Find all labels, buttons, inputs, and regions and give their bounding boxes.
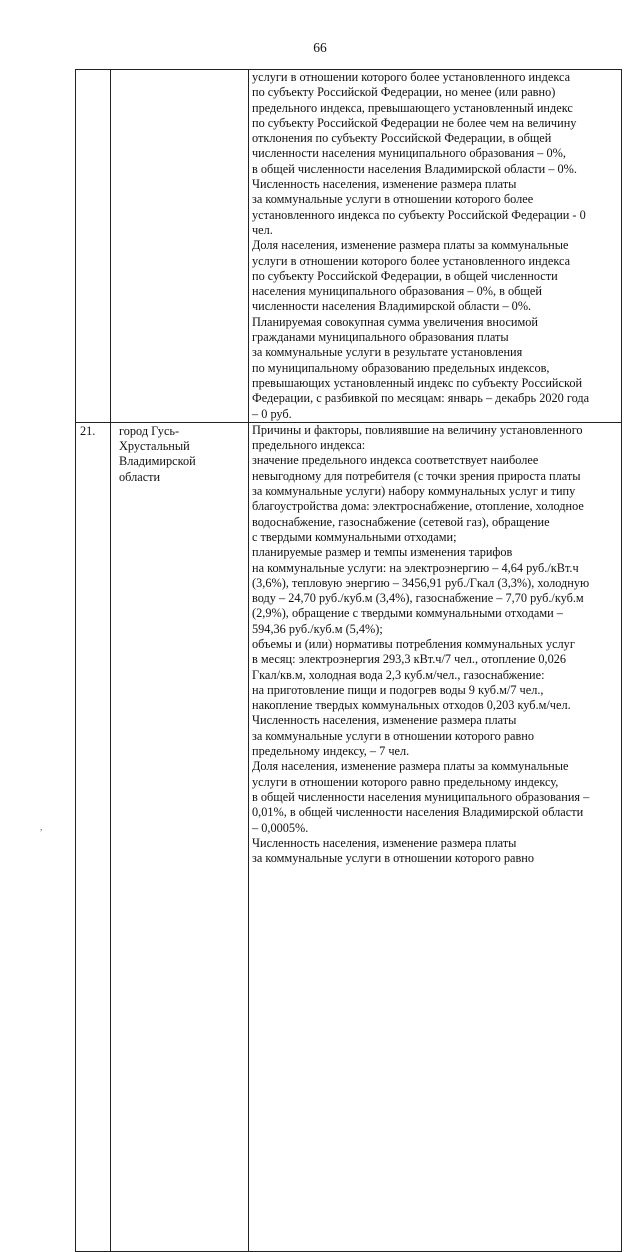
text-line: благоустройства дома: электроснабжение, отопление, холодное [252, 499, 584, 514]
text-line: 0,01%, в общей численности населения Владимирской области [252, 805, 584, 820]
text-line: по субъекту Российской Федерации, но менее (или равно) [252, 85, 556, 100]
text-line: в общей численности населения муниципального образования – [252, 789, 590, 804]
text-line: превышающих установленный индекс по субъекту Российской [252, 375, 583, 390]
text-line: за коммунальные услуги в результате установления [252, 345, 523, 360]
text-line: гражданами муниципального образования платы [252, 330, 509, 345]
text-line: в месяц: электроэнергия 293,3 кВт.ч/7 чел., отопление 0,026 [252, 652, 567, 667]
text-line: численности населения Владимирской области – 0%. [252, 299, 532, 314]
text-line: накопление твердых коммунальных отходов 0,203 куб.м/чел. [252, 698, 571, 713]
row-number-cell: 21. [76, 422, 111, 1251]
table-row [76, 70, 622, 423]
text-line: 594,36 руб./куб.м (5,4%); [252, 621, 383, 636]
text-line: Численность населения, изменение размера платы [252, 713, 517, 728]
text-line: Доля населения, изменение размера платы за коммунальные [252, 238, 569, 253]
text-line: Планируемая совокупная сумма увеличения вносимой [252, 314, 539, 329]
text-line: предельного индекса: [252, 438, 366, 453]
text-line: водоснабжение, газоснабжение (сетевой газ), обращение [252, 514, 550, 529]
table-body [76, 70, 622, 1252]
text-line: чел. [252, 222, 273, 237]
text-line: услуги в отношении которого равно предельному индексу, [252, 774, 559, 789]
text-line: в общей численности населения Владимирской области – 0%. [252, 161, 578, 176]
page-number: 66 [313, 40, 327, 55]
text-line: воду – 24,70 руб./куб.м (3,4%), газоснабжение – 7,70 руб./куб.м [252, 591, 584, 606]
text-line: услуги в отношении которого более установленного индекса [252, 253, 571, 268]
text-line: (2,9%), обращение с твердыми коммунальными отходами – [252, 606, 563, 621]
text-line: по муниципальному образованию предельных индексов, [252, 360, 550, 375]
text-line: по субъекту Российской Федерации не более чем на величину [252, 115, 577, 130]
region-line: области [119, 469, 161, 484]
text-line: – 0,0005%. [252, 820, 309, 835]
table-row [76, 422, 622, 1251]
text-line: значение предельного индекса соответствует наиболее [252, 453, 539, 468]
text-line: населения муниципального образования – 0%, в общей [252, 284, 542, 299]
text-line: за коммунальные услуги в отношении которого равно [252, 851, 535, 866]
text-line: численности населения муниципального образования – 0%, [252, 146, 566, 161]
scan-artifact: , [40, 822, 43, 832]
text-line: Численность населения, изменение размера платы [252, 835, 517, 850]
text-line: на приготовление пищи и подогрев воды 9 куб.м/7 чел., [252, 682, 544, 697]
region-cell [111, 70, 249, 423]
region-cell [111, 422, 249, 1251]
text-line: за коммунальные услуги) набору коммунальных услуг и типу [252, 484, 576, 499]
region-line: Хрустальный [119, 439, 190, 454]
text-line: объемы и (или) нормативы потребления коммунальных услуг [252, 636, 575, 651]
region-line: Владимирской [119, 454, 196, 469]
text-line: Гкал/кв.м, холодная вода 2,3 куб.м/чел., газоснабжение: [252, 667, 545, 682]
row-number-cell [76, 70, 111, 423]
description-cell [249, 422, 622, 1251]
text-line: невыгодному для потребителя (с точки зрения прироста платы [252, 468, 581, 483]
text-line: Причины и факторы, повлиявшие на величину установленного [252, 422, 583, 437]
text-line: услуги в отношении которого более установленного индекса [252, 70, 571, 84]
region-line: город Гусь- [119, 423, 180, 438]
text-line: по субъекту Российской Федерации, в общей численности [252, 268, 558, 283]
text-line: на коммунальные услуги: на электроэнергию – 4,64 руб./кВт.ч [252, 560, 579, 575]
text-line: за коммунальные услуги в отношении которого равно [252, 728, 535, 743]
text-line: Федерации, с разбивкой по месяцам: январь – декабрь 2020 года [252, 391, 590, 406]
text-line: предельного индекса, превышающего установленный индекс [252, 100, 573, 115]
text-line: с твердыми коммунальными отходами; [252, 529, 457, 544]
description-cell [249, 70, 622, 423]
text-line: предельному индексу, – 7 чел. [252, 744, 410, 759]
index-table [75, 69, 622, 1252]
text-line: Численность населения, изменение размера платы [252, 177, 517, 192]
text-line: отклонения по субъекту Российской Федерации, в общей [252, 131, 552, 146]
text-line: за коммунальные услуги в отношении которого более [252, 192, 534, 207]
text-line: планируемые размер и темпы изменения тарифов [252, 545, 513, 560]
text-line: установленного индекса по субъекту Российской Федерации - 0 [252, 207, 586, 222]
text-line: Доля населения, изменение размера платы за коммунальные [252, 759, 569, 774]
text-line: – 0 руб. [252, 406, 292, 421]
text-line: (3,6%), тепловую энергию – 3456,91 руб./Гкал (3,3%), холодную [252, 575, 590, 590]
